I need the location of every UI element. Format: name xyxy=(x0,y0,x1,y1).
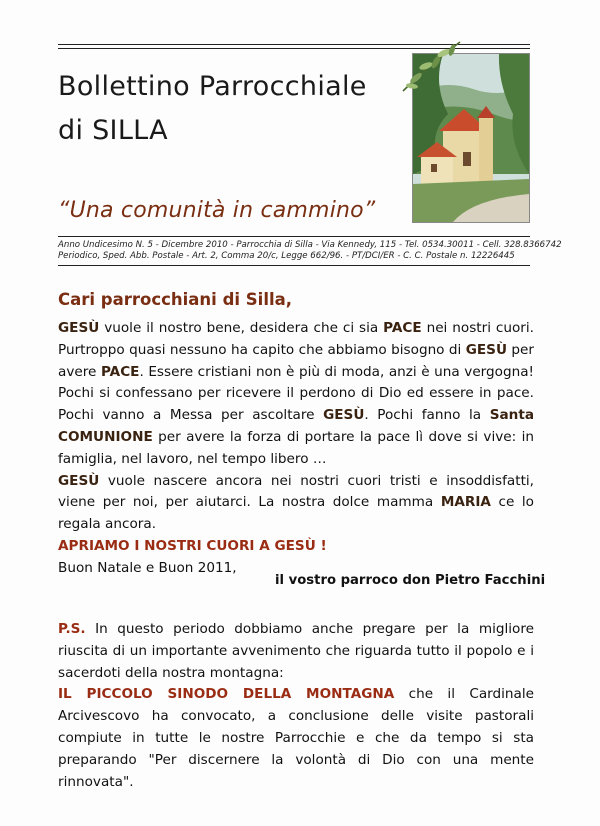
emphasis-text: IL PICCOLO SINODO DELLA MONTAGNA xyxy=(58,686,395,703)
emphasis-text: PACE xyxy=(100,363,140,380)
body-text: per avere la forza di portare la pace lì dove si vive: in famiglia, nel lavoro, nel tempo libero … xyxy=(58,428,534,467)
emphasis-text: GESÙ xyxy=(58,472,100,489)
emphasis-text: GESÙ xyxy=(465,341,507,358)
bulletin-title-line1: Bollettino Parrocchiale xyxy=(58,71,367,102)
body-text: nei nostri cuori. Purtroppo quasi nessuno ha capito che abbiamo bisogno di xyxy=(58,320,534,358)
emphasis-text: GESÙ xyxy=(58,320,100,336)
signature: il vostro parroco don Pietro Facchini xyxy=(275,573,546,588)
postscript-paragraph-2 xyxy=(58,684,534,793)
olive-sprig-icon xyxy=(398,36,468,96)
body-text: ce lo regala ancora. xyxy=(58,494,535,533)
emphasis-text: P.S. xyxy=(58,621,86,637)
body-text: per avere xyxy=(58,341,534,380)
appeal-text: APRIAMO I NOSTRI CUORI A GESÙ ! xyxy=(58,537,327,554)
slogan: “Una comunità in cammino” xyxy=(58,198,376,223)
body-text: . Essere cristiani non è più di moda, anzi è una vergogna! Pochi si confessano per ricevere il perdono di Dio ed essere in pace. Pochi vanno a Messa per ascoltare xyxy=(58,363,535,424)
bulletin-title-line2: di SILLA xyxy=(58,115,168,146)
letter-greeting: Buon Natale e Buon 2011, xyxy=(58,559,237,576)
letter-body xyxy=(58,318,534,580)
emphasis-text: PACE xyxy=(383,320,422,336)
letter-paragraph-2 xyxy=(58,471,534,536)
publication-info-line1: Anno Undicesimo N. 5 - Dicembre 2010 - Parrocchia di Silla - Via Kennedy, 115 - Tel. 0534.30011 - Cell. 328.8366742 xyxy=(58,240,562,250)
postscript-body xyxy=(58,619,534,793)
body-text: vuole nascere ancora nei nostri cuori tristi e insoddisfatti, viene per noi, per aiutarci. La nostra dolce mamma xyxy=(58,472,534,511)
body-text: vuole il nostro bene, desidera che ci sia xyxy=(99,320,384,336)
body-text: In questo periodo dobbiamo anche pregare per la migliore riuscita di un importante avvenimento che riguarda tutto il popolo e i sacerdoti della nostra montagna: xyxy=(58,621,534,681)
letter-paragraph-1 xyxy=(58,318,534,471)
emphasis-text: Santa COMUNIONE xyxy=(58,407,534,445)
info-rule-bottom xyxy=(58,265,530,266)
emphasis-text: MARIA xyxy=(440,494,491,511)
body-text: che il Cardinale Arcivescovo ha convocato, a conclusione delle visite pastorali compiute in tutte le nostre Parrocchie e che da tempo si sta preparando "Per discernere la volontà di Dio con una mente rinnovata". xyxy=(58,686,534,790)
letter-appeal xyxy=(58,536,534,558)
emphasis-text: GESÙ xyxy=(323,407,365,424)
salutation: Cari parrocchiani di Silla, xyxy=(58,290,293,309)
postscript-paragraph-1 xyxy=(58,619,534,684)
publication-info-line2: Periodico, Sped. Abb. Postale - Art. 2, Comma 20/c, Legge 662/96. - PT/DCI/ER - C. C. Postale n. 12226445 xyxy=(58,251,515,261)
info-rule-top xyxy=(58,236,530,237)
body-text: . Pochi fanno la xyxy=(364,407,490,424)
